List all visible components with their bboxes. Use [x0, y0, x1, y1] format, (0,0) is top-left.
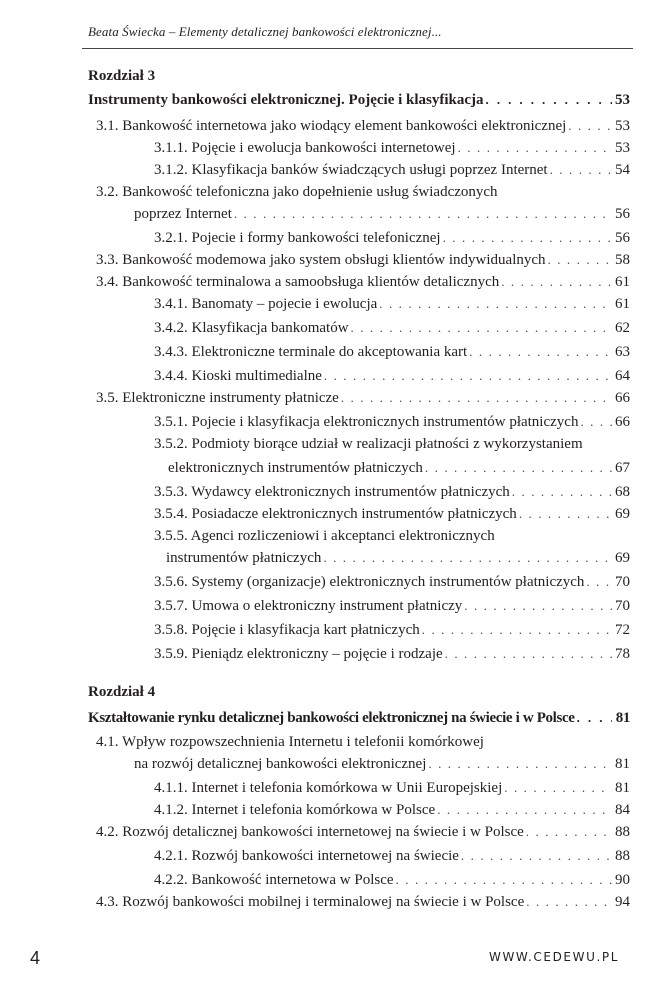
entry-text: poprzez Internet: [134, 206, 232, 222]
dot-leader: [504, 778, 612, 798]
toc-entry: [154, 870, 630, 890]
dot-leader: [437, 800, 612, 820]
toc-entry: [154, 846, 630, 866]
page-ref: 53: [615, 92, 630, 108]
page-ref: 62: [615, 320, 630, 336]
toc-entry: [134, 754, 630, 774]
toc-entry: [154, 294, 630, 314]
toc-entry: [154, 572, 630, 592]
chapter-3-label: Rozdział 3: [88, 68, 156, 84]
toc-entry: [168, 458, 630, 478]
entry-text: 4.1.1. Internet i telefonia komórkowa w Unii Europejskiej: [154, 780, 503, 796]
entry-text: 3.4.2. Klasyfikacja bankomatów: [154, 320, 349, 336]
page-ref: 70: [615, 574, 630, 590]
page-ref: 72: [615, 622, 630, 638]
page-ref: 69: [615, 550, 630, 566]
toc-entry-first-line: 3.2. Bankowość telefoniczna jako dopełnienie usług świadczonych: [96, 184, 498, 200]
page-ref: 94: [615, 894, 630, 910]
entry-text: 3.1. Bankowość internetowa jako wiodący element bankowości elektronicznej: [96, 118, 567, 134]
page-ref: 81: [615, 780, 630, 796]
chapter-title-text: Kształtowanie rynku detalicznej bankowości elektronicznej na świecie i w Polsce: [88, 710, 575, 726]
toc-entry: [96, 388, 630, 408]
toc-entry: [154, 160, 630, 180]
entry-text: 3.5.6. Systemy (organizacje) elektronicznych instrumentów płatniczych: [154, 574, 585, 590]
entry-text: 3.5. Elektroniczne instrumenty płatnicze: [96, 390, 339, 406]
chapter-3-title: [88, 90, 630, 110]
page-ref: 66: [615, 414, 630, 430]
entry-text: instrumentów płatniczych: [166, 550, 322, 566]
page-ref: 56: [615, 206, 630, 222]
entry-text: na rozwój detalicznej bankowości elektronicznej: [134, 756, 427, 772]
toc-entry: [96, 116, 630, 136]
chapter-4-title: [88, 708, 630, 728]
page-ref: 53: [615, 118, 630, 134]
page-ref: 81: [615, 756, 630, 772]
entry-text: 4.2. Rozwój detalicznej bankowości internetowej na świecie i w Polsce: [96, 824, 524, 840]
toc-entry: [154, 644, 630, 664]
entry-text: 4.1.2. Internet i telefonia komórkowa w Polsce: [154, 802, 436, 818]
toc-entry: [154, 620, 630, 640]
dot-leader: [323, 548, 612, 568]
page-ref: 58: [615, 252, 630, 268]
dot-leader: [422, 620, 612, 640]
entry-text: 3.4.1. Banomaty – pojecie i ewolucja: [154, 296, 378, 312]
entry-text: 3.5.4. Posiadacze elektronicznych instrumentów płatniczych: [154, 506, 517, 522]
entry-text: 3.5.1. Pojecie i klasyfikacja elektronicznych instrumentów płatniczych: [154, 414, 579, 430]
dot-leader: [425, 458, 612, 478]
page-ref: 61: [615, 296, 630, 312]
dot-leader: [550, 160, 612, 180]
page-ref: 70: [615, 598, 630, 614]
entry-text: 3.4. Bankowość terminalowa a samoobsługa klientów detalicznych: [96, 274, 500, 290]
toc-entry-first-line: 3.5.5. Agenci rozliczeniowi i akceptanci elektronicznych: [154, 528, 495, 544]
toc-entry: [154, 342, 630, 362]
toc-entry: [96, 250, 630, 270]
dot-leader: [396, 870, 612, 890]
entry-text: 3.2.1. Pojecie i formy bankowości telefonicznej: [154, 230, 441, 246]
dot-leader: [586, 572, 612, 592]
entry-text: 3.5.9. Pieniądz elektroniczny – pojęcie i rodzaje: [154, 646, 443, 662]
dot-leader: [234, 204, 612, 224]
dot-leader: [341, 388, 612, 408]
entry-text: 3.3. Bankowość modemowa jako system obsługi klientów indywidualnych: [96, 252, 546, 268]
toc-entry: [154, 800, 630, 820]
dot-leader: [379, 294, 612, 314]
page-ref: 90: [615, 872, 630, 888]
dot-leader: [469, 342, 612, 362]
dot-leader: [519, 504, 612, 524]
dot-leader: [486, 90, 612, 110]
toc-entry: [154, 412, 630, 432]
page-ref: 84: [615, 802, 630, 818]
toc-entry: [154, 596, 630, 616]
toc-entry: [96, 272, 630, 292]
entry-text: 3.1.2. Klasyfikacja banków świadczących usługi poprzez Internet: [154, 162, 548, 178]
page-ref: 88: [615, 824, 630, 840]
dot-leader: [351, 318, 612, 338]
entry-text: 4.3. Rozwój bankowości mobilnej i terminalowej na świecie i w Polsce: [96, 894, 525, 910]
toc-entry-first-line: 3.5.2. Podmioty biorące udział w realizacji płatności z wykorzystaniem: [154, 436, 583, 452]
toc-entry: [134, 204, 630, 224]
entry-text: 4.2.1. Rozwój bankowości internetowej na świecie: [154, 848, 459, 864]
entry-text: 3.1.1. Pojęcie i ewolucja bankowości internetowej: [154, 140, 456, 156]
entry-text: 3.4.4. Kioski multimedialne: [154, 368, 322, 384]
chapter-title-text: Instrumenty bankowości elektronicznej. Pojęcie i klasyfikacja: [88, 92, 484, 108]
running-head: Beata Świecka – Elementy detalicznej bankowości elektronicznej...: [88, 24, 442, 39]
entry-text: 3.5.3. Wydawcy elektronicznych instrumentów płatniczych: [154, 484, 510, 500]
entry-text: 4.2.2. Bankowość internetowa w Polsce: [154, 872, 394, 888]
dot-leader: [568, 116, 612, 136]
dot-leader: [443, 228, 612, 248]
page-number: 4: [30, 948, 41, 968]
dot-leader: [324, 366, 612, 386]
dot-leader: [526, 892, 612, 912]
toc-entry-first-line: 4.1. Wpływ rozpowszechnienia Internetu i telefonii komórkowej: [96, 734, 484, 750]
page-ref: 88: [615, 848, 630, 864]
toc-entry: [154, 366, 630, 386]
entry-text: 3.5.7. Umowa o elektroniczny instrument płatniczy: [154, 598, 463, 614]
dot-leader: [577, 708, 612, 728]
page-ref: 54: [615, 162, 630, 178]
dot-leader: [458, 138, 612, 158]
toc-entry: [154, 318, 630, 338]
dot-leader: [526, 822, 612, 842]
toc-entry: [166, 548, 630, 568]
dot-leader: [445, 644, 612, 664]
chapter-4-label: Rozdział 4: [88, 684, 156, 700]
dot-leader: [580, 412, 612, 432]
dot-leader: [512, 482, 612, 502]
toc-entry: [96, 892, 630, 912]
page-ref: 81: [615, 710, 630, 726]
dot-leader: [461, 846, 612, 866]
page-ref: 53: [615, 140, 630, 156]
page-ref: 67: [615, 460, 630, 476]
dot-leader: [428, 754, 612, 774]
toc-entry: [154, 504, 630, 524]
entry-text: 3.4.3. Elektroniczne terminale do akceptowania kart: [154, 344, 468, 360]
toc-entry: [154, 482, 630, 502]
publisher-website: WWW.CEDEWU.PL: [488, 950, 619, 964]
dot-leader: [548, 250, 612, 270]
toc-entry: [154, 228, 630, 248]
toc-entry: [154, 138, 630, 158]
page-ref: 56: [615, 230, 630, 246]
page-ref: 69: [615, 506, 630, 522]
page-ref: 61: [615, 274, 630, 290]
entry-text: elektronicznych instrumentów płatniczych: [168, 460, 423, 476]
entry-text: 3.5.8. Pojęcie i klasyfikacja kart płatniczych: [154, 622, 420, 638]
dot-leader: [501, 272, 612, 292]
page-ref: 64: [615, 368, 630, 384]
page-ref: 66: [615, 390, 630, 406]
dot-leader: [464, 596, 612, 616]
page-ref: 78: [615, 646, 630, 662]
page-ref: 63: [615, 344, 630, 360]
page-ref: 68: [615, 484, 630, 500]
toc-entry: [154, 778, 630, 798]
toc-entry: [96, 822, 630, 842]
